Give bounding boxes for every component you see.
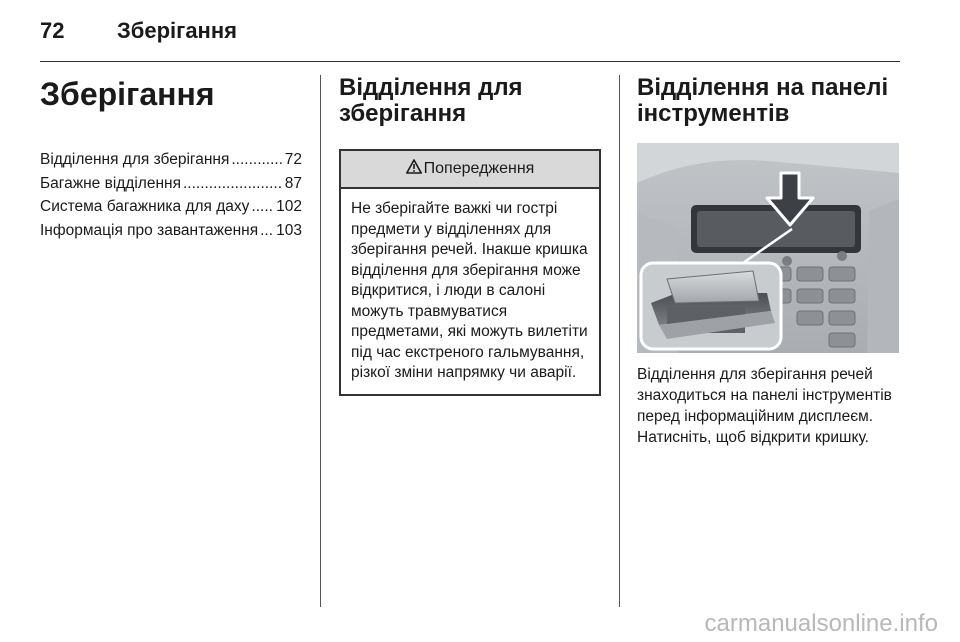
toc-entry-label: Система багажника для даху bbox=[40, 198, 250, 215]
section-title: Відділення для зберігання bbox=[339, 74, 523, 127]
column-divider bbox=[619, 75, 620, 607]
toc-entry-page: 72 bbox=[284, 151, 302, 168]
toc-leader-dots bbox=[231, 148, 282, 172]
toc-entry-label: Інформація про завантаження bbox=[40, 221, 259, 239]
warning-heading: Попередження bbox=[423, 160, 535, 177]
toc-leader-dots bbox=[183, 172, 283, 196]
dashboard-storage-illustration bbox=[637, 143, 899, 353]
warning-box bbox=[339, 149, 601, 396]
dashboard-section-column bbox=[637, 75, 899, 448]
toc-entry[interactable] bbox=[40, 148, 302, 172]
toc-entry-page: 103 bbox=[276, 221, 302, 239]
toc-entry[interactable] bbox=[40, 219, 302, 243]
storage-section-column bbox=[339, 75, 601, 396]
warning-triangle-icon bbox=[406, 159, 422, 179]
warning-header bbox=[341, 151, 599, 189]
toc-entry[interactable] bbox=[40, 172, 302, 196]
header-rule bbox=[40, 61, 900, 62]
toc-leader-dots bbox=[251, 195, 274, 219]
page-number: 72 bbox=[40, 18, 65, 43]
section-title: Відділення на панелі інструментів bbox=[637, 74, 889, 127]
toc-entry[interactable] bbox=[40, 195, 302, 219]
toc-leader-dots bbox=[260, 219, 274, 243]
column-divider bbox=[320, 75, 321, 607]
table-of-contents bbox=[40, 148, 302, 242]
chapter-title: Зберігання bbox=[40, 76, 215, 112]
figure-caption: Відділення для зберігання речей знаходиться на панелі інструментів перед інформаційним дисплеєм. Натисніть, щоб відкрити кришку. bbox=[637, 366, 892, 446]
toc-column bbox=[40, 75, 302, 242]
warning-text: Не зберігайте важкі чи гострі предмети у відділеннях для зберігання речей. Інакше кришка відділення для зберігання може відкритися, і люди в салоні можуть травмуватися предметами, які можуть вилетіти під час екстреного гальмування, різкої зміни напрямку чи аварії. bbox=[351, 200, 588, 381]
running-title: Зберігання bbox=[117, 18, 237, 43]
toc-entry-page: 102 bbox=[276, 198, 302, 215]
toc-entry-label: Відділення для зберігання bbox=[40, 151, 230, 168]
toc-entry-label: Багажне відділення bbox=[40, 174, 181, 192]
watermark: carmanualsonline.info bbox=[704, 610, 938, 637]
toc-entry-page: 87 bbox=[284, 174, 302, 192]
